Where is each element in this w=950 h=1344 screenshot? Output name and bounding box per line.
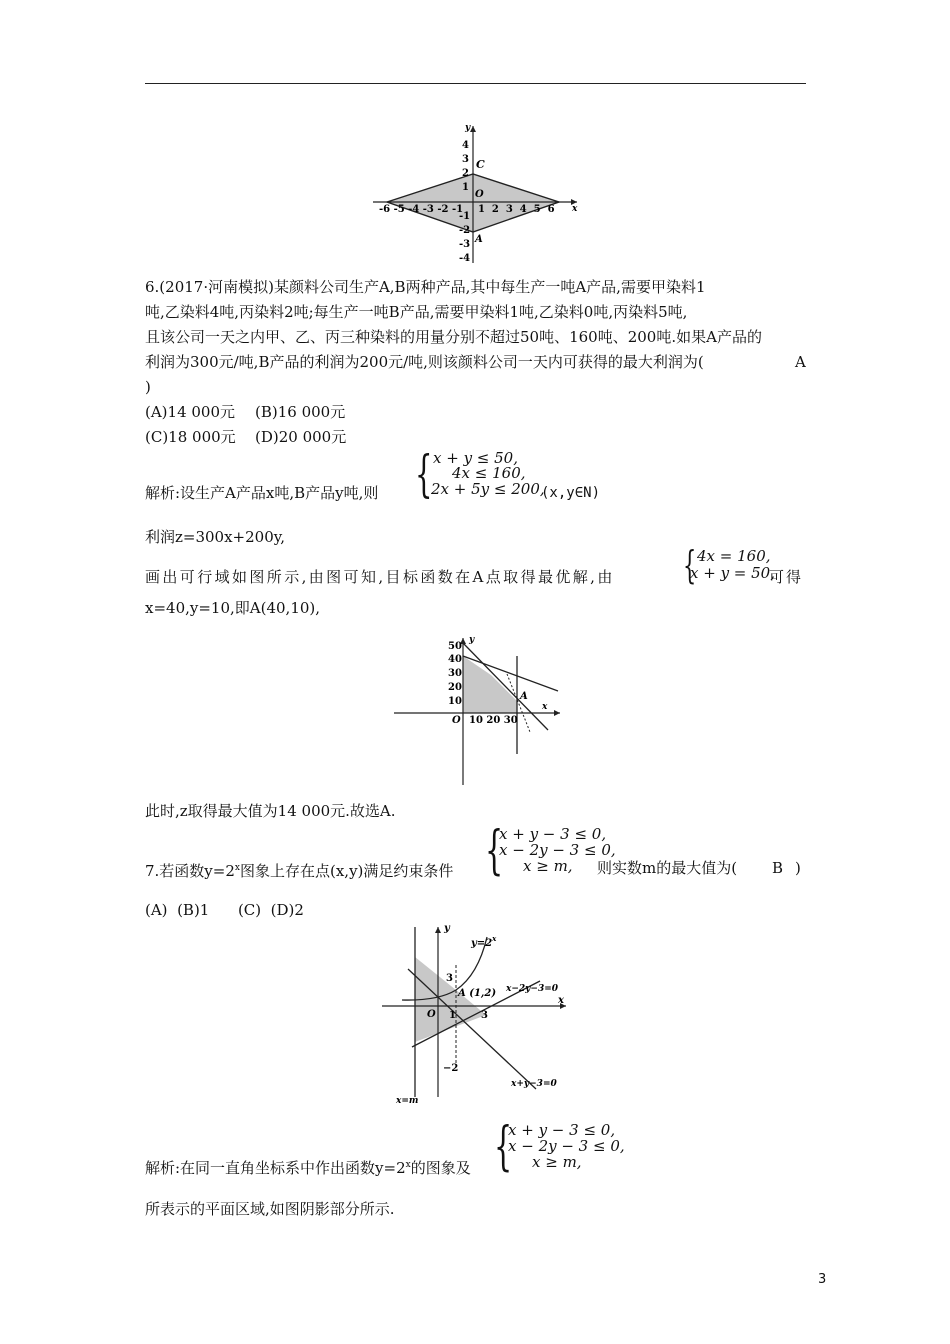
sol6-system-brace: {: [415, 445, 433, 503]
fig3-ylabel: y: [444, 923, 450, 934]
fig1-ytick: -2: [459, 225, 471, 236]
sol6-equation-2: x + y = 50,: [690, 564, 775, 582]
sol6-intro: 解析:设生产A产品x吨,B产品y吨,则: [145, 484, 379, 502]
fig3-ytick-3: 3: [446, 973, 453, 984]
sol6-get-text: 可得: [769, 568, 804, 586]
fig1-ytick: 1: [462, 182, 469, 193]
q6-line-1: 6.(2017·河南模拟)某颜料公司生产A,B两种产品,其中每生产一吨A产品,需要甲染料1: [145, 278, 706, 296]
sol6-system-line-2: 4x ≤ 160,: [452, 464, 526, 482]
page-number: 3: [818, 1272, 827, 1287]
sol6-system-line-1: x + y ≤ 50,: [433, 449, 518, 467]
fig2-ytick: 50: [448, 641, 462, 652]
sol7-exponent: x: [405, 1160, 411, 1170]
fig2-origin: O: [452, 715, 461, 726]
q6-answer: A: [795, 353, 806, 371]
q7-constraint-3: x ≥ m,: [523, 857, 573, 875]
fig3-line-label-1: x−2y−3=0: [506, 984, 559, 994]
fig3-origin: O: [427, 1009, 436, 1020]
sol7-constraint-3: x ≥ m,: [532, 1153, 582, 1171]
q7-tail: 则实数m的最大值为(: [597, 859, 738, 877]
fig1-ytick: -3: [459, 239, 471, 250]
sol6-condition: (x,y∈N): [541, 485, 601, 501]
fig3-curve-label: [470, 934, 497, 949]
q6-option-b: (B)16 000元: [255, 403, 346, 421]
figure-feasible-region: [390, 632, 565, 788]
fig2-ytick: 40: [448, 654, 462, 665]
q6-line-3: 且该公司一天之内甲、乙、丙三种染料的用量分别不超过50吨、160吨、200吨.如果A产品的: [145, 328, 762, 346]
q7-answer: B: [772, 859, 784, 877]
fig3-xtick-3: 3: [481, 1010, 488, 1021]
sol6-equation-brace: {: [683, 543, 697, 587]
q7-close-paren: ): [795, 859, 801, 877]
fig2-xticks: 10 20 30: [469, 715, 518, 726]
sol7-constraint-1: x + y − 3 ≤ 0,: [508, 1121, 616, 1139]
fig1-xlabel: x: [572, 204, 578, 214]
q6-option-d: (D)20 000元: [255, 428, 347, 446]
fig1-point-a: A: [475, 234, 483, 245]
fig1-xticks-negative: -6 -5 -4 -3 -2 -1: [379, 204, 464, 215]
fig1-ytick: 2: [462, 168, 469, 179]
fig2-ytick: 30: [448, 668, 462, 679]
sol6-result: x=40,y=10,即A(40,10),: [145, 599, 321, 617]
fig1-ytick: 4: [462, 140, 469, 151]
sol7-constraint-brace: {: [494, 1117, 513, 1177]
fig2-xlabel: x: [542, 702, 548, 712]
fig1-origin: O: [475, 189, 484, 200]
header-rule: [145, 83, 806, 84]
fig1-ytick: -1: [459, 211, 471, 222]
figure-exponential-constraints: [380, 917, 575, 1109]
sol6-profit: 利润z=300x+200y,: [145, 528, 286, 546]
q7-constraint-2: x − 2y − 3 ≤ 0,: [499, 841, 616, 859]
q7-stem-text: 7.若函数y=2: [145, 862, 235, 880]
sol6-conclusion: 此时,z取得最大值为14 000元.故选A.: [145, 802, 396, 820]
q6-close-paren: ): [145, 378, 151, 396]
q7-stem-text-2: 图象上存在点(x,y)满足约束条件: [239, 862, 454, 880]
fig3-vline-label: x=m: [396, 1096, 419, 1106]
q7-constraint-1: x + y − 3 ≤ 0,: [499, 825, 607, 843]
q6-line-4: 利润为300元/吨,B产品的利润为200元/吨,则该颜料公司一天内可获得的最大利润为(: [145, 353, 704, 371]
sol6-equation-1: 4x = 160,: [697, 547, 771, 565]
fig1-ytick: -4: [459, 253, 471, 264]
fig1-point-c: C: [476, 158, 485, 171]
q6-option-a: (A)14 000元: [145, 403, 236, 421]
q7-options: (A) (B)1 (C) (D)2: [145, 901, 304, 919]
sol7-intro: [145, 1155, 471, 1178]
q6-line-2: 吨,乙染料4吨,丙染料2吨;每生产一吨B产品,需要甲染料1吨,乙染料0吨,丙染料5吨,: [145, 303, 688, 321]
sol7-intro-text-2: 的图象及: [410, 1159, 471, 1177]
fig1-ylabel: y: [465, 123, 471, 133]
sol7-constraint-2: x − 2y − 3 ≤ 0,: [508, 1137, 625, 1155]
fig2-ytick: 20: [448, 682, 462, 693]
fig3-point-a: A (1,2): [458, 988, 497, 999]
q7-stem: [145, 858, 453, 881]
q7-stem-exponent: x: [234, 863, 240, 873]
fig2-point-a: A: [520, 691, 528, 702]
fig2-ylabel: y: [469, 635, 475, 645]
fig3-line-label-2: x+y−3=0: [511, 1079, 557, 1089]
q6-option-c: (C)18 000元: [145, 428, 236, 446]
q7-constraint-brace: {: [485, 821, 504, 881]
sol7-intro-text: 解析:在同一直角坐标系中作出函数y=2: [145, 1159, 406, 1177]
fig3-xtick-1: 1: [449, 1010, 456, 1021]
figure-diamond-region: [365, 118, 590, 268]
fig1-xticks-positive: 1 2 3 4 5 6: [478, 204, 555, 215]
fig1-ytick: 3: [462, 154, 469, 165]
fig3-curve-label-exponent: x: [492, 934, 497, 943]
fig2-ytick: 10: [448, 696, 462, 707]
fig3-xlabel: x: [558, 995, 564, 1006]
sol6-draw-text: 画出可行域如图所示,由图可知,目标函数在A点取得最优解,由: [145, 568, 615, 586]
sol6-system-line-3: 2x + 5y ≤ 200,: [431, 480, 545, 498]
fig3-ytick-neg2: −2: [443, 1063, 459, 1074]
fig3-curve-label-base: y=2: [471, 938, 493, 949]
sol7-end: 所表示的平面区域,如图阴影部分所示.: [145, 1200, 395, 1218]
